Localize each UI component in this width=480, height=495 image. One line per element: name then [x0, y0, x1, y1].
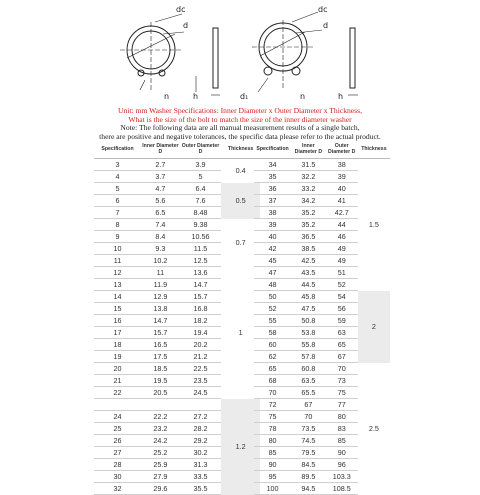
- specification-cell: 75: [254, 411, 291, 423]
- thickness-cell: 0.4: [235, 166, 246, 176]
- specification-cell: 48: [254, 279, 291, 291]
- table-row: [94, 267, 260, 279]
- outer-diameter-cell: 80: [326, 411, 358, 423]
- outer-diameter-cell: 73: [326, 375, 358, 387]
- inner-diameter-cell: 12.9: [141, 291, 180, 303]
- specification-cell: 68: [254, 375, 291, 387]
- specification-cell: 4: [94, 171, 141, 183]
- thickness-cell: 1.5: [368, 220, 379, 230]
- specification-cell: 25: [94, 423, 141, 435]
- outer-diameter-cell: 6.4: [180, 183, 222, 195]
- outer-diameter-cell: 20.2: [180, 339, 222, 351]
- outer-diameter-cell: 44: [326, 219, 358, 231]
- inner-diameter-cell: 11.9: [141, 279, 180, 291]
- outer-diameter-cell: 27.2: [180, 411, 222, 423]
- outer-diameter-cell: 19.4: [180, 327, 222, 339]
- outer-diameter-cell: 12.5: [180, 255, 222, 267]
- header-outer-diameter: Outer Diameter D: [180, 142, 222, 159]
- outer-diameter-cell: 49: [326, 255, 358, 267]
- inner-diameter-cell: 35.2: [291, 219, 325, 231]
- inner-diameter-cell: 6.5: [141, 207, 180, 219]
- inner-diameter-cell: 44.5: [291, 279, 325, 291]
- outer-diameter-cell: 30.2: [180, 447, 222, 459]
- specification-cell: 39: [254, 219, 291, 231]
- specification-cell: 95: [254, 471, 291, 483]
- inner-diameter-cell: 13.8: [141, 303, 180, 315]
- outer-diameter-cell: 56: [326, 303, 358, 315]
- thickness-cell: 2: [358, 291, 390, 363]
- inner-diameter-cell: 79.5: [291, 447, 325, 459]
- note-line: Note: The following data are all manual measurement results of a single batch,: [120, 123, 360, 132]
- inner-diameter-cell: 2.7: [141, 159, 180, 171]
- inner-diameter-cell: 42.5: [291, 255, 325, 267]
- specification-cell: 80: [254, 435, 291, 447]
- specification-cell: 47: [254, 267, 291, 279]
- inner-diameter-cell: 8.4: [141, 231, 180, 243]
- inner-diameter-cell: 31.5: [291, 159, 325, 171]
- right-side-view-drawing: [348, 28, 358, 95]
- specification-cell: 72: [254, 399, 291, 411]
- outer-diameter-cell: 33.5: [180, 471, 222, 483]
- specification-cell: 58: [254, 327, 291, 339]
- measurement-note: [0, 124, 480, 141]
- spec-table-right: [254, 142, 390, 495]
- inner-diameter-cell: 38.5: [291, 243, 325, 255]
- specification-cell: 9: [94, 231, 141, 243]
- outer-diameter-cell: 11.5: [180, 243, 222, 255]
- specification-cell: 18: [94, 339, 141, 351]
- specification-cell: [94, 399, 141, 411]
- outer-diameter-cell: 83: [326, 423, 358, 435]
- table-row: [94, 399, 260, 411]
- inner-diameter-cell: 36.5: [291, 231, 325, 243]
- inner-diameter-cell: 7.4: [141, 219, 180, 231]
- specification-cell: 3: [94, 159, 141, 171]
- inner-diameter-cell: 20.5: [141, 387, 180, 399]
- specification-cell: 20: [94, 363, 141, 375]
- inner-diameter-cell: 23.2: [141, 423, 180, 435]
- table-row: [254, 159, 390, 171]
- outer-diameter-cell: 52: [326, 279, 358, 291]
- specification-cell: 26: [94, 435, 141, 447]
- outer-diameter-cell: 3.9: [180, 159, 222, 171]
- right-h-label: h: [338, 92, 344, 101]
- outer-diameter-cell: 10.56: [180, 231, 222, 243]
- specification-cell: 7: [94, 207, 141, 219]
- specification-cell: 24: [94, 411, 141, 423]
- outer-diameter-cell: 15.7: [180, 291, 222, 303]
- outer-diameter-cell: 24.5: [180, 387, 222, 399]
- table-header-row: [254, 142, 390, 159]
- specification-cell: 100: [254, 483, 291, 495]
- inner-diameter-cell: 5.6: [141, 195, 180, 207]
- inner-diameter-cell: 3.7: [141, 171, 180, 183]
- specification-cell: 21: [94, 375, 141, 387]
- right-circlip-drawing: [252, 12, 322, 92]
- specification-cell: 10: [94, 243, 141, 255]
- inner-diameter-cell: 84.5: [291, 459, 325, 471]
- thickness-cell: 1: [238, 328, 243, 337]
- outer-diameter-cell: 14.7: [180, 279, 222, 291]
- inner-diameter-cell: 63.5: [291, 375, 325, 387]
- specification-cell: 8: [94, 219, 141, 231]
- inner-diameter-cell: 53.8: [291, 327, 325, 339]
- outer-diameter-cell: 13.6: [180, 267, 222, 279]
- table-header-row: [94, 142, 260, 159]
- inner-diameter-cell: 67: [291, 399, 325, 411]
- outer-diameter-cell: 77: [326, 399, 358, 411]
- outer-diameter-cell: 9.38: [180, 219, 222, 231]
- outer-diameter-cell: 31.3: [180, 459, 222, 471]
- outer-diameter-cell: 103.3: [326, 471, 358, 483]
- inner-diameter-cell: 29.6: [141, 483, 180, 495]
- outer-diameter-cell: 21.2: [180, 351, 222, 363]
- inner-diameter-cell: 16.5: [141, 339, 180, 351]
- outer-diameter-cell: 23.5: [180, 375, 222, 387]
- specification-cell: 90: [254, 459, 291, 471]
- inner-diameter-cell: 4.7: [141, 183, 180, 195]
- inner-diameter-cell: 43.5: [291, 267, 325, 279]
- inner-diameter-cell: 25.9: [141, 459, 180, 471]
- left-h-label: h: [193, 92, 199, 101]
- specification-cell: 14: [94, 291, 141, 303]
- specification-cell: 60: [254, 339, 291, 351]
- table-row: [254, 363, 390, 375]
- specification-cell: 6: [94, 195, 141, 207]
- outer-diameter-cell: 41: [326, 195, 358, 207]
- specification-cell: 70: [254, 387, 291, 399]
- header-specification: Specification: [254, 142, 291, 159]
- outer-diameter-cell: 38: [326, 159, 358, 171]
- specification-cell: 55: [254, 315, 291, 327]
- header-specification: Specification: [94, 142, 141, 159]
- outer-diameter-cell: 59: [326, 315, 358, 327]
- specification-cell: 15: [94, 303, 141, 315]
- left-circlip-drawing: [120, 14, 184, 90]
- inner-diameter-cell: [141, 399, 180, 411]
- specification-cell: 65: [254, 363, 291, 375]
- inner-diameter-cell: 18.5: [141, 363, 180, 375]
- outer-diameter-cell: 29.2: [180, 435, 222, 447]
- outer-diameter-cell: 75: [326, 387, 358, 399]
- inner-diameter-cell: 47.5: [291, 303, 325, 315]
- left-dc-label: dc: [176, 5, 186, 14]
- outer-diameter-cell: 42.7: [326, 207, 358, 219]
- inner-diameter-cell: 89.5: [291, 471, 325, 483]
- inner-diameter-cell: 22.2: [141, 411, 180, 423]
- spec-table-left: [94, 142, 260, 495]
- specification-cell: 62: [254, 351, 291, 363]
- specification-cell: 30: [94, 471, 141, 483]
- outer-diameter-cell: 39: [326, 171, 358, 183]
- outer-diameter-cell: 18.2: [180, 315, 222, 327]
- specification-cell: 78: [254, 423, 291, 435]
- washer-diagrams: [0, 0, 480, 104]
- inner-diameter-cell: 73.5: [291, 423, 325, 435]
- thickness-cell: 0.5: [221, 183, 260, 219]
- outer-diameter-cell: 67: [326, 351, 358, 363]
- outer-diameter-cell: 108.5: [326, 483, 358, 495]
- specification-cell: 5: [94, 183, 141, 195]
- inner-diameter-cell: 27.9: [141, 471, 180, 483]
- outer-diameter-cell: 22.5: [180, 363, 222, 375]
- specification-cell: 32: [94, 483, 141, 495]
- inner-diameter-cell: 60.8: [291, 363, 325, 375]
- inner-diameter-cell: 11: [141, 267, 180, 279]
- inner-diameter-cell: 33.2: [291, 183, 325, 195]
- inner-diameter-cell: 25.2: [141, 447, 180, 459]
- note-line: Unit: mm Washer Specifications: Inner Diameter x Outer Diameter x Thickness,: [118, 106, 362, 115]
- outer-diameter-cell: 90: [326, 447, 358, 459]
- inner-diameter-cell: 14.7: [141, 315, 180, 327]
- inner-diameter-cell: 17.5: [141, 351, 180, 363]
- specification-cell: 45: [254, 255, 291, 267]
- inner-diameter-cell: 94.5: [291, 483, 325, 495]
- header-outer-diameter: Outer Diameter D: [326, 142, 358, 159]
- outer-diameter-cell: 96: [326, 459, 358, 471]
- table-row: [94, 219, 260, 231]
- note-line: What is the size of the bolt to match the size of the inner diameter washer: [128, 114, 352, 124]
- specification-cell: 19: [94, 351, 141, 363]
- specification-cell: 11: [94, 255, 141, 267]
- inner-diameter-cell: 55.8: [291, 339, 325, 351]
- outer-diameter-cell: 65: [326, 339, 358, 351]
- specification-cell: 37: [254, 195, 291, 207]
- thickness-cell: 2.5: [368, 424, 379, 433]
- inner-diameter-cell: 45.8: [291, 291, 325, 303]
- inner-diameter-cell: 74.5: [291, 435, 325, 447]
- inner-diameter-cell: 32.2: [291, 171, 325, 183]
- specification-cell: 50: [254, 291, 291, 303]
- inner-diameter-cell: 35.2: [291, 207, 325, 219]
- outer-diameter-cell: 85: [326, 435, 358, 447]
- right-dc-label: dc: [318, 5, 328, 14]
- outer-diameter-cell: 40: [326, 183, 358, 195]
- inner-diameter-cell: 50.8: [291, 315, 325, 327]
- table-row: [94, 183, 260, 195]
- specification-cell: 13: [94, 279, 141, 291]
- outer-diameter-cell: 7.6: [180, 195, 222, 207]
- washer-spec-note: [0, 107, 480, 124]
- inner-diameter-cell: 15.7: [141, 327, 180, 339]
- table-row: [254, 291, 390, 303]
- specification-cell: 17: [94, 327, 141, 339]
- specification-cell: 27: [94, 447, 141, 459]
- outer-diameter-cell: 46: [326, 231, 358, 243]
- inner-diameter-cell: 65.5: [291, 387, 325, 399]
- inner-diameter-cell: 9.3: [141, 243, 180, 255]
- left-d-label: d: [183, 21, 189, 30]
- outer-diameter-cell: 16.8: [180, 303, 222, 315]
- specification-cell: 22: [94, 387, 141, 399]
- thickness-cell: 0.7: [235, 238, 246, 247]
- thickness-cell: 1.2: [221, 399, 260, 495]
- outer-diameter-cell: 49: [326, 243, 358, 255]
- specification-cell: 36: [254, 183, 291, 195]
- inner-diameter-cell: 70: [291, 411, 325, 423]
- specification-cell: 38: [254, 207, 291, 219]
- inner-diameter-cell: 10.2: [141, 255, 180, 267]
- outer-diameter-cell: 5: [180, 171, 222, 183]
- inner-diameter-cell: 24.2: [141, 435, 180, 447]
- outer-diameter-cell: 8.48: [180, 207, 222, 219]
- inner-diameter-cell: 57.8: [291, 351, 325, 363]
- outer-diameter-cell: 51: [326, 267, 358, 279]
- specification-cell: 16: [94, 315, 141, 327]
- outer-diameter-cell: [180, 399, 222, 411]
- header-inner-diameter: Inner Diameter D: [291, 142, 325, 159]
- left-n-label: n: [164, 92, 170, 101]
- specification-cell: 52: [254, 303, 291, 315]
- table-row: [94, 159, 260, 171]
- right-d1-label: d₁: [240, 92, 249, 101]
- header-inner-diameter: Inner Diameter D: [141, 142, 180, 159]
- outer-diameter-cell: 35.5: [180, 483, 222, 495]
- specification-cell: 35: [254, 171, 291, 183]
- header-thickness: Thickness: [221, 142, 260, 159]
- left-side-view-drawing: [196, 28, 220, 95]
- specification-cell: 34: [254, 159, 291, 171]
- outer-diameter-cell: 70: [326, 363, 358, 375]
- outer-diameter-cell: 63: [326, 327, 358, 339]
- header-thickness: Thickness: [358, 142, 390, 159]
- specification-cell: 28: [94, 459, 141, 471]
- outer-diameter-cell: 54: [326, 291, 358, 303]
- right-n-label: n: [300, 92, 306, 101]
- specification-cell: 85: [254, 447, 291, 459]
- right-d-label: d: [323, 21, 329, 30]
- specification-cell: 40: [254, 231, 291, 243]
- inner-diameter-cell: 19.5: [141, 375, 180, 387]
- note-line: there are positive and negative tolerances, the specific data please refer to the actual product.: [99, 131, 381, 141]
- specification-cell: 42: [254, 243, 291, 255]
- specification-cell: 12: [94, 267, 141, 279]
- outer-diameter-cell: 28.2: [180, 423, 222, 435]
- inner-diameter-cell: 34.2: [291, 195, 325, 207]
